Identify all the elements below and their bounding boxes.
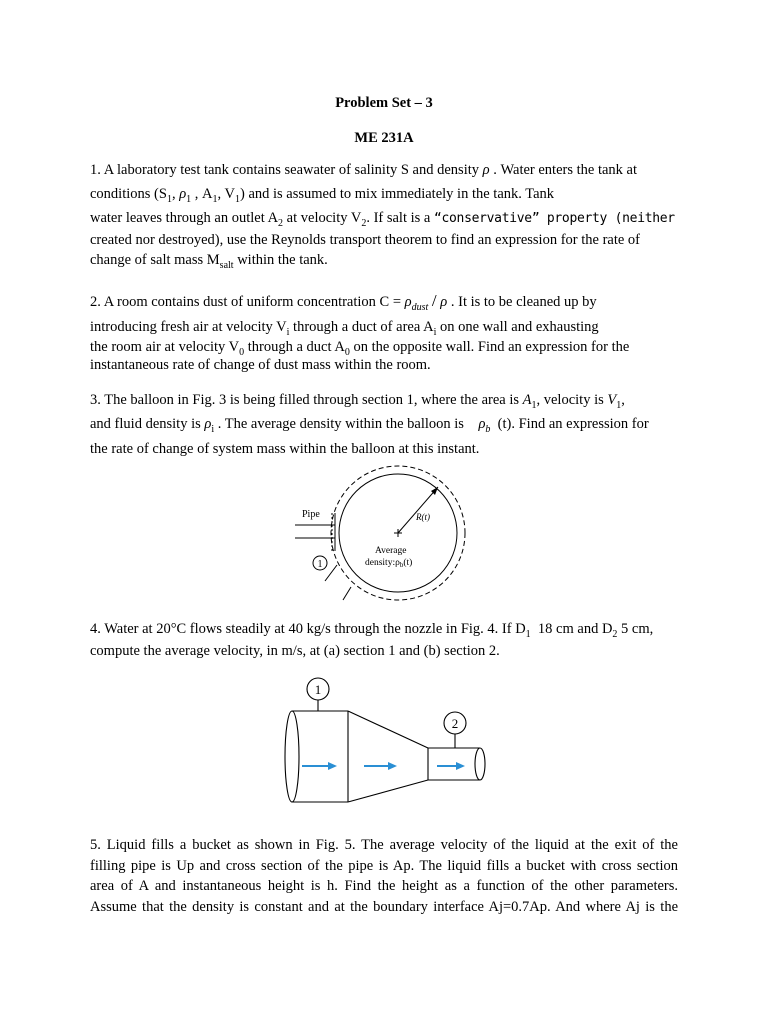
problem-5-line-3: area of A and instantaneous height is h. Find the height as a function of the other parameters. — [90, 878, 678, 894]
figure-3-balloon — [295, 465, 475, 610]
page-title: Problem Set – 3 — [335, 95, 433, 111]
problem-2-line-4: instantaneous rate of change of dust mass within the room. — [90, 357, 431, 373]
average-label: Average — [375, 546, 407, 556]
problem-3-line-1: 3. The balloon in Fig. 3 is being filled through section 1, where the area is $A_1$, velocity is $V_1$, — [90, 392, 625, 411]
problem-2-line-1: 2. A room contains dust of uniform concentration $C = \rho_{dust} / \rho$ . It is to be cleaned up by — [90, 291, 597, 313]
problem-1-line-1: 1. A laboratory test tank contains seawater of salinity S and density ρ . Water enters the tank at — [90, 162, 638, 178]
density-label: $density:\rho_b(t)$ — [365, 558, 413, 569]
problem-5 — [90, 835, 678, 917]
problem-3-line-2: and fluid density is $\rho_i$ . The average density within the balloon is $\rho_b$ (t). Find an expression for — [90, 416, 649, 435]
problem-5-line-4: Assume that the density is constant and at the boundary interface Aj=0.7Ap. And where Aj is the — [90, 898, 678, 915]
problem-2-line-3: the room air at velocity $V_0$ through a duct $A_0$ on the opposite wall. Find an expression for the — [90, 339, 630, 358]
problem-1-line-3: water leaves through an outlet $A_2$ at velocity $V_2$. If salt is a “conservative” property (neither — [90, 210, 675, 229]
section-2-label: 2 — [451, 716, 459, 731]
problem-4-line-1: 4. Water at 20°C flows steadily at 40 kg/s through the nozzle in Fig. 4. If $D_1$ 18 cm and $D_2$ 5 cm, — [90, 621, 654, 640]
section-1-label: 1 — [317, 559, 323, 570]
problem-1-line-2: conditions ($S_1$, $\rho_1$ , $A_1$, $V_1$) and is assumed to mix immediately in the tank. Tank — [90, 186, 555, 205]
problem-2-line-2: introducing fresh air at velocity $V_i$ through a duct of area $A_i$ on one wall and exhausting — [90, 319, 599, 338]
problem-5-line-2: filling pipe is Up and cross section of the pipe is Ap. The liquid fills a bucket with cross section — [90, 857, 678, 874]
figure-4-nozzle — [280, 675, 490, 810]
course-code: ME 231A — [354, 130, 414, 146]
problem-1-line-5: change of salt mass $M_{salt}$ within the tank. — [90, 252, 328, 271]
problem-3-line-3: the rate of change of system mass within the balloon at this instant. — [90, 441, 480, 457]
problem-1-line-4: created nor destroyed), use the Reynolds transport theorem to find an expression for the rate of — [90, 232, 641, 248]
problem-5-line-1: 5. Liquid fills a bucket as shown in Fig. 5. The average velocity of the liquid at the exit of the — [90, 837, 678, 853]
pipe-label: Pipe — [302, 509, 320, 520]
problem-4-line-2: compute the average velocity, in m/s, at (a) section 1 and (b) section 2. — [90, 643, 500, 659]
section-1-label: 1 — [314, 682, 322, 697]
radius-label: R(t) — [416, 512, 430, 522]
